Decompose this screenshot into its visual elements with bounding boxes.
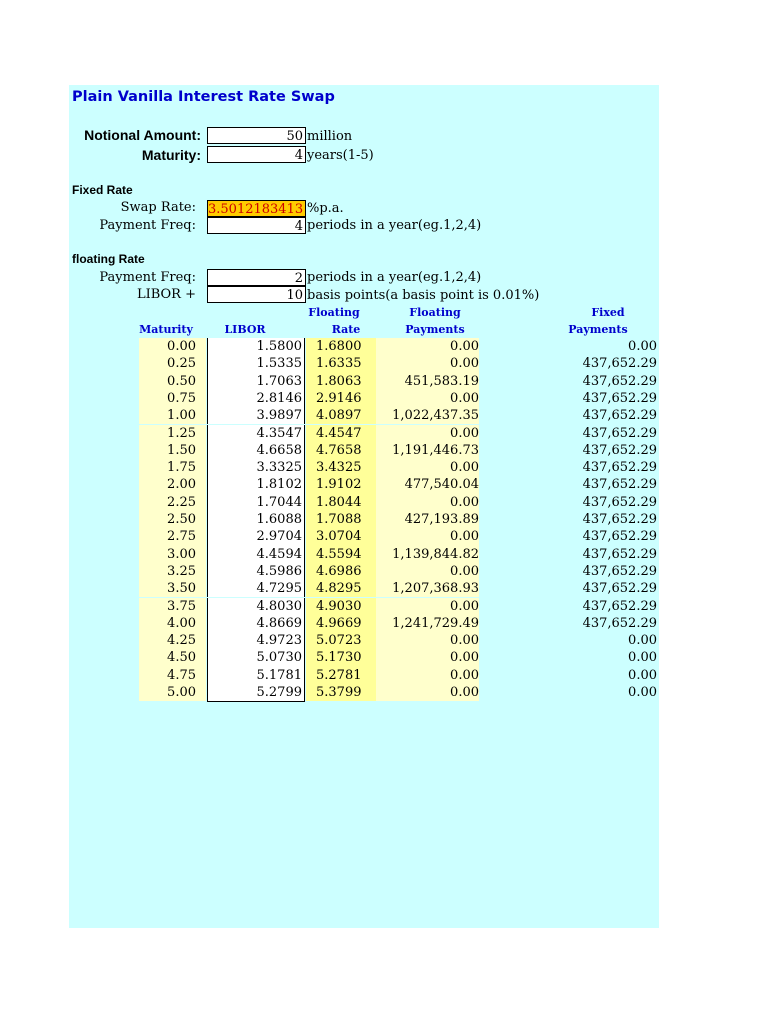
maturity-cell: 2.25	[139, 494, 206, 511]
maturity-cell: 4.75	[139, 667, 206, 684]
fixed-payment-cell: 437,652.29	[582, 460, 657, 476]
fixed-payment-cell: 437,652.29	[582, 598, 657, 614]
swap-rate-value[interactable]: 3.5012183413	[207, 200, 306, 217]
fixed-payment-cell: 0.00	[628, 339, 657, 354]
header-fixed-payments-2-text: Payments	[568, 323, 628, 336]
floating-rate-cell: 1.6335	[306, 355, 376, 372]
table-row	[139, 580, 659, 597]
floating-payment-cell: 477,540.04	[376, 476, 479, 493]
notional-unit: million	[307, 129, 353, 144]
floating-rate-cell: 2.9146	[306, 390, 376, 407]
notional-input[interactable]: 50	[207, 127, 306, 144]
fixed-payment-cell: 0.00	[628, 650, 657, 666]
maturity-unit: years(1-5)	[307, 148, 374, 163]
maturity-cell: 3.25	[139, 563, 206, 580]
table-row	[139, 338, 659, 355]
floating-payment-cell: 0.00	[376, 563, 479, 580]
maturity-cell: 2.00	[139, 476, 206, 493]
fixed-payment-cell: 437,652.29	[582, 373, 657, 389]
libor-cell[interactable]: 2.8146	[207, 390, 305, 407]
maturity-input[interactable]: 4	[207, 146, 306, 163]
libor-spread-input[interactable]: 10	[207, 286, 306, 303]
table-row	[139, 563, 659, 580]
floating-rate-cell: 3.4325	[306, 459, 376, 476]
table-row	[139, 442, 659, 459]
fixed-payment-cell: 437,652.29	[582, 494, 657, 510]
table-row	[139, 667, 659, 684]
libor-cell[interactable]: 5.1781	[207, 667, 305, 684]
table-row	[139, 546, 659, 563]
maturity-label: Maturity:	[141, 147, 201, 163]
table-row	[139, 425, 659, 442]
libor-cell[interactable]: 4.8669	[207, 615, 305, 632]
fixed-rate-section: Fixed Rate	[72, 183, 133, 197]
maturity-cell: 5.00	[139, 684, 206, 701]
floating-payment-cell: 0.00	[376, 425, 479, 442]
maturity-cell: 3.00	[139, 546, 206, 563]
libor-cell[interactable]: 4.8030	[207, 598, 305, 615]
fixed-freq-input[interactable]: 4	[207, 217, 306, 234]
fixed-payment-cell: 437,652.29	[582, 512, 657, 527]
libor-cell[interactable]: 1.6088	[207, 511, 305, 528]
maturity-cell: 2.75	[139, 528, 206, 545]
floating-rate-cell: 3.0704	[306, 528, 376, 545]
floating-rate-cell: 5.0723	[306, 632, 376, 649]
fixed-payment-cell: 437,652.29	[582, 425, 657, 441]
floating-payment-cell: 427,193.89	[376, 511, 479, 528]
libor-cell[interactable]: 5.0730	[207, 649, 305, 666]
floating-rate-cell: 5.1730	[306, 649, 376, 666]
fixed-payment-cell: 437,652.29	[582, 581, 657, 597]
spreadsheet-area	[69, 85, 659, 928]
floating-rate-cell: 4.4547	[306, 425, 376, 442]
floating-payment-cell: 0.00	[376, 459, 479, 476]
maturity-cell: 3.50	[139, 580, 206, 597]
page-title: Plain Vanilla Interest Rate Swap	[72, 89, 335, 105]
floating-rate-cell: 4.5594	[306, 546, 376, 563]
floating-payment-cell: 0.00	[376, 632, 479, 649]
floating-payment-cell: 0.00	[376, 598, 479, 615]
libor-cell[interactable]: 3.3325	[207, 459, 305, 476]
maturity-cell: 4.00	[139, 615, 206, 632]
maturity-cell: 1.75	[139, 459, 206, 476]
libor-cell[interactable]: 1.5335	[207, 355, 305, 372]
floating-rate-cell: 4.8295	[306, 580, 376, 597]
floating-rate-cell: 1.8044	[306, 494, 376, 511]
maturity-cell: 0.25	[139, 355, 206, 372]
fixed-payment-cell: 0.00	[628, 633, 657, 649]
header-libor-text: LIBOR	[224, 323, 266, 336]
floating-payment-cell: 0.00	[376, 667, 479, 684]
table-row	[139, 632, 659, 649]
floating-rate-cell: 4.0897	[306, 407, 376, 424]
table-row	[139, 649, 659, 666]
table-row	[139, 615, 659, 632]
header-maturity-text: Maturity	[139, 323, 193, 336]
libor-column-bottom-border	[207, 701, 305, 702]
header-fixed-payments-1-text: Fixed	[591, 306, 625, 319]
libor-cell[interactable]: 4.6658	[207, 442, 305, 459]
swap-rate-unit: %p.a.	[307, 201, 344, 216]
floating-payment-cell: 1,139,844.82	[376, 546, 479, 563]
floating-freq-label: Payment Freq:	[99, 270, 196, 285]
floating-payment-cell: 0.00	[376, 355, 479, 372]
maturity-cell: 1.25	[139, 425, 206, 442]
table-row	[139, 476, 659, 493]
floating-rate-cell: 5.3799	[306, 684, 376, 701]
fixed-payment-cell: 437,652.29	[582, 546, 657, 562]
floating-rate-cell: 1.9102	[306, 476, 376, 493]
libor-cell[interactable]: 3.9897	[207, 407, 305, 424]
fixed-payment-cell: 437,652.29	[582, 442, 657, 458]
table-row	[139, 373, 659, 390]
floating-payment-cell: 0.00	[376, 528, 479, 545]
floating-payment-cell: 1,022,437.35	[376, 407, 479, 424]
floating-payment-cell: 0.00	[376, 684, 479, 701]
fixed-freq-unit: periods in a year(eg.1,2,4)	[307, 218, 482, 233]
floating-payment-cell: 1,207,368.93	[376, 580, 479, 597]
maturity-cell: 3.75	[139, 598, 206, 615]
header-floating-rate-2-text: Rate	[331, 323, 361, 336]
floating-payment-cell: 0.00	[376, 390, 479, 407]
table-row	[139, 407, 659, 424]
libor-cell[interactable]: 1.7063	[207, 373, 305, 390]
swap-rate-label: Swap Rate:	[120, 200, 196, 215]
fixed-payment-cell: 437,652.29	[582, 563, 657, 579]
header-floating-rate-1-text: Floating	[308, 306, 360, 319]
fixed-payment-cell: 437,652.29	[582, 356, 657, 372]
fixed-payment-cell: 437,652.29	[582, 529, 657, 545]
maturity-cell: 1.00	[139, 407, 206, 424]
table-row	[139, 390, 659, 407]
libor-cell[interactable]: 4.9723	[207, 632, 305, 649]
header-floating-payments-2-text: Payments	[405, 323, 465, 336]
libor-cell[interactable]: 2.9704	[207, 528, 305, 545]
maturity-cell: 4.25	[139, 632, 206, 649]
libor-spread-unit: basis points(a basis point is 0.01%)	[307, 288, 540, 303]
libor-spread-label: LIBOR +	[136, 287, 196, 302]
floating-rate-cell: 1.6800	[306, 338, 376, 355]
libor-cell[interactable]: 4.3547	[207, 425, 305, 442]
floating-rate-cell: 1.7088	[306, 511, 376, 528]
floating-payment-cell: 1,241,729.49	[376, 615, 479, 632]
libor-cell[interactable]: 4.4594	[207, 546, 305, 563]
maturity-cell: 2.50	[139, 511, 206, 528]
maturity-cell: 0.75	[139, 390, 206, 407]
fixed-payment-cell: 437,652.29	[582, 408, 657, 424]
maturity-cell: 0.00	[139, 338, 206, 355]
libor-cell[interactable]: 1.7044	[207, 494, 305, 511]
table-row	[139, 684, 659, 701]
libor-cell[interactable]: 1.8102	[207, 476, 305, 493]
floating-freq-unit: periods in a year(eg.1,2,4)	[307, 270, 482, 285]
maturity-cell: 0.50	[139, 373, 206, 390]
libor-cell[interactable]: 1.5800	[207, 338, 305, 355]
floating-rate-section: floating Rate	[72, 252, 145, 266]
fixed-payment-cell: 437,652.29	[582, 477, 657, 493]
floating-rate-cell: 4.9030	[306, 598, 376, 615]
table-row	[139, 528, 659, 545]
maturity-cell: 1.50	[139, 442, 206, 459]
floating-rate-cell: 1.8063	[306, 373, 376, 390]
floating-payment-cell: 0.00	[376, 494, 479, 511]
libor-cell[interactable]: 5.2799	[207, 684, 305, 701]
floating-rate-cell: 4.6986	[306, 563, 376, 580]
table-row	[139, 598, 659, 615]
fixed-payment-cell: 437,652.29	[582, 615, 657, 631]
maturity-cell: 4.50	[139, 649, 206, 666]
fixed-payment-cell: 437,652.29	[582, 390, 657, 406]
table-row	[139, 355, 659, 372]
fixed-payment-cell: 0.00	[628, 667, 657, 683]
libor-cell[interactable]: 4.5986	[207, 563, 305, 580]
table-row	[139, 511, 659, 528]
floating-payment-cell: 451,583.19	[376, 373, 479, 390]
floating-payment-cell: 0.00	[376, 649, 479, 666]
floating-rate-cell: 4.9669	[306, 615, 376, 632]
floating-rate-cell: 5.2781	[306, 667, 376, 684]
header-floating-payments-1-text: Floating	[409, 306, 461, 319]
notional-label: Notional Amount:	[84, 127, 201, 143]
floating-payment-cell: 0.00	[376, 338, 479, 355]
libor-cell[interactable]: 4.7295	[207, 580, 305, 597]
floating-rate-cell: 4.7658	[306, 442, 376, 459]
floating-freq-input[interactable]: 2	[207, 269, 306, 286]
floating-payment-cell: 1,191,446.73	[376, 442, 479, 459]
fixed-freq-label: Payment Freq:	[99, 218, 196, 233]
table-row	[139, 459, 659, 476]
table-row	[139, 494, 659, 511]
fixed-payment-cell: 0.00	[628, 685, 657, 700]
